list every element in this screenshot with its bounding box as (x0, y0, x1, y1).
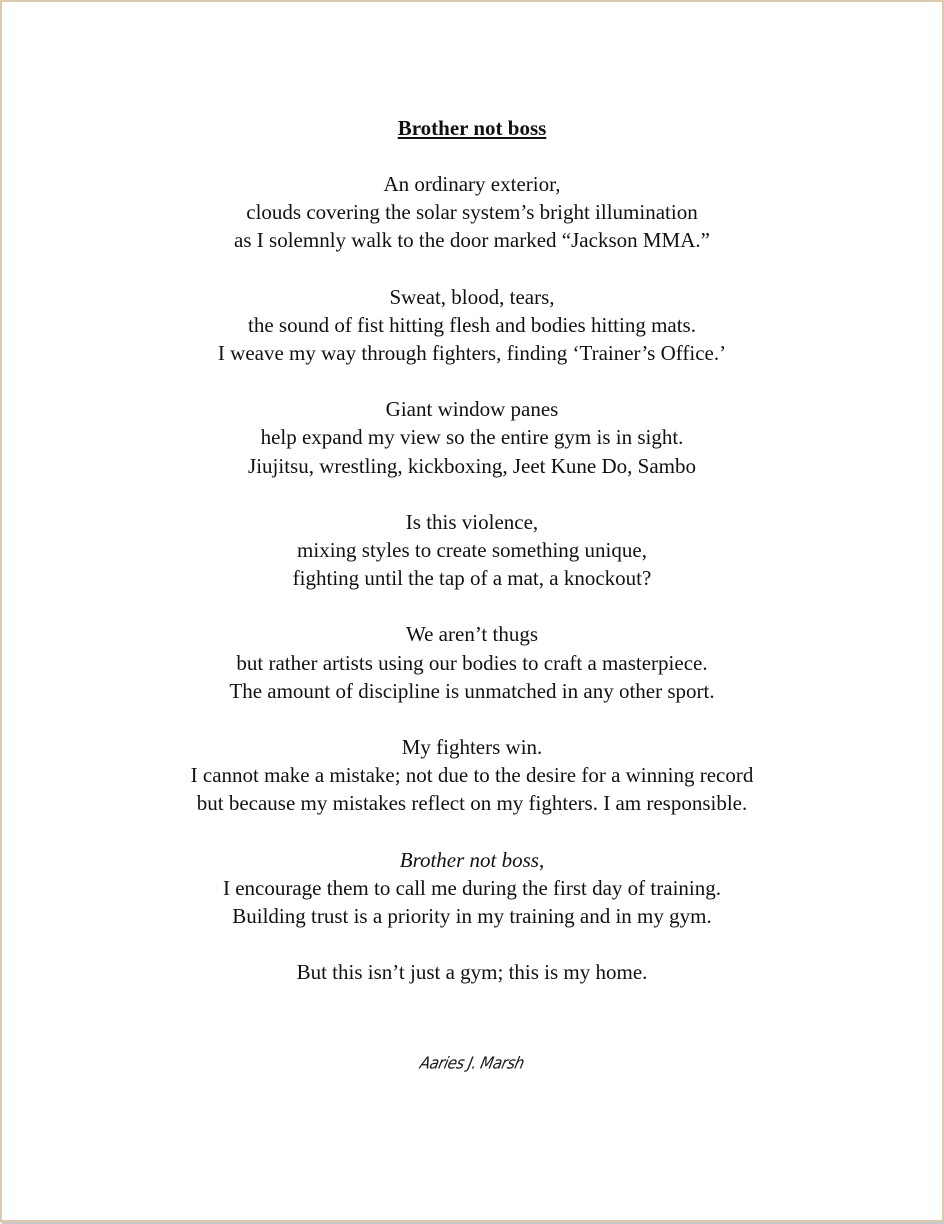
poem-line: the sound of fist hitting flesh and bodies hitting mats. (248, 312, 696, 337)
poem-line: I weave my way through fighters, finding ‘Trainer’s Office.’ (217, 341, 727, 366)
stanza-1 (2, 170, 942, 255)
poem-line: We aren’t thugs (405, 622, 539, 647)
poem-line-italic-lead (2, 846, 942, 874)
poem-line: fighting until the tap of a mat, a knockout? (292, 566, 652, 591)
poem-line: But this isn’t just a gym; this is my home. (296, 960, 648, 985)
poem-line: but because my mistakes reflect on my fighters. I am responsible. (196, 791, 748, 816)
poem-line: help expand my view so the entire gym is in sight. (260, 425, 684, 450)
poem-title: Brother not boss (397, 116, 547, 140)
poem-line: as I solemnly walk to the door marked “Jackson MMA.” (234, 228, 710, 253)
poem-line: The amount of discipline is unmatched in any other sport. (229, 678, 715, 703)
stanza-2 (2, 283, 942, 368)
italic-phrase: Brother not boss (399, 847, 539, 872)
poem-body (2, 114, 942, 1014)
stanza-5 (2, 620, 942, 705)
poem-line: Is this violence, (405, 509, 539, 534)
stanza-3 (2, 395, 942, 480)
poem-line: An ordinary exterior, (383, 172, 561, 196)
stanza-7 (2, 846, 942, 931)
poem-line: I encourage them to call me during the first day of training. (222, 875, 721, 900)
stanza-8 (2, 958, 942, 986)
stanza-6 (2, 733, 942, 818)
poem-line: Sweat, blood, tears, (389, 284, 555, 309)
poem-line: but rather artists using our bodies to craft a masterpiece. (236, 650, 708, 675)
stanza-4 (2, 508, 942, 593)
poem-line: Jiujitsu, wrestling, kickboxing, Jeet Kune Do, Sambo (248, 453, 696, 478)
poem-line: I cannot make a mistake; not due to the desire for a winning record (190, 763, 754, 788)
poem-line: mixing styles to create something unique, (297, 538, 647, 563)
poem-line: clouds covering the solar system’s bright illumination (246, 200, 698, 225)
poem-line: Building trust is a priority in my training and in my gym. (232, 904, 712, 929)
poem-line: My fighters win. (401, 735, 543, 760)
poem-line: Giant window panes (385, 397, 559, 422)
author-signature: Aaries J. Marsh (418, 1053, 526, 1073)
trailing-comma: , (538, 847, 545, 872)
